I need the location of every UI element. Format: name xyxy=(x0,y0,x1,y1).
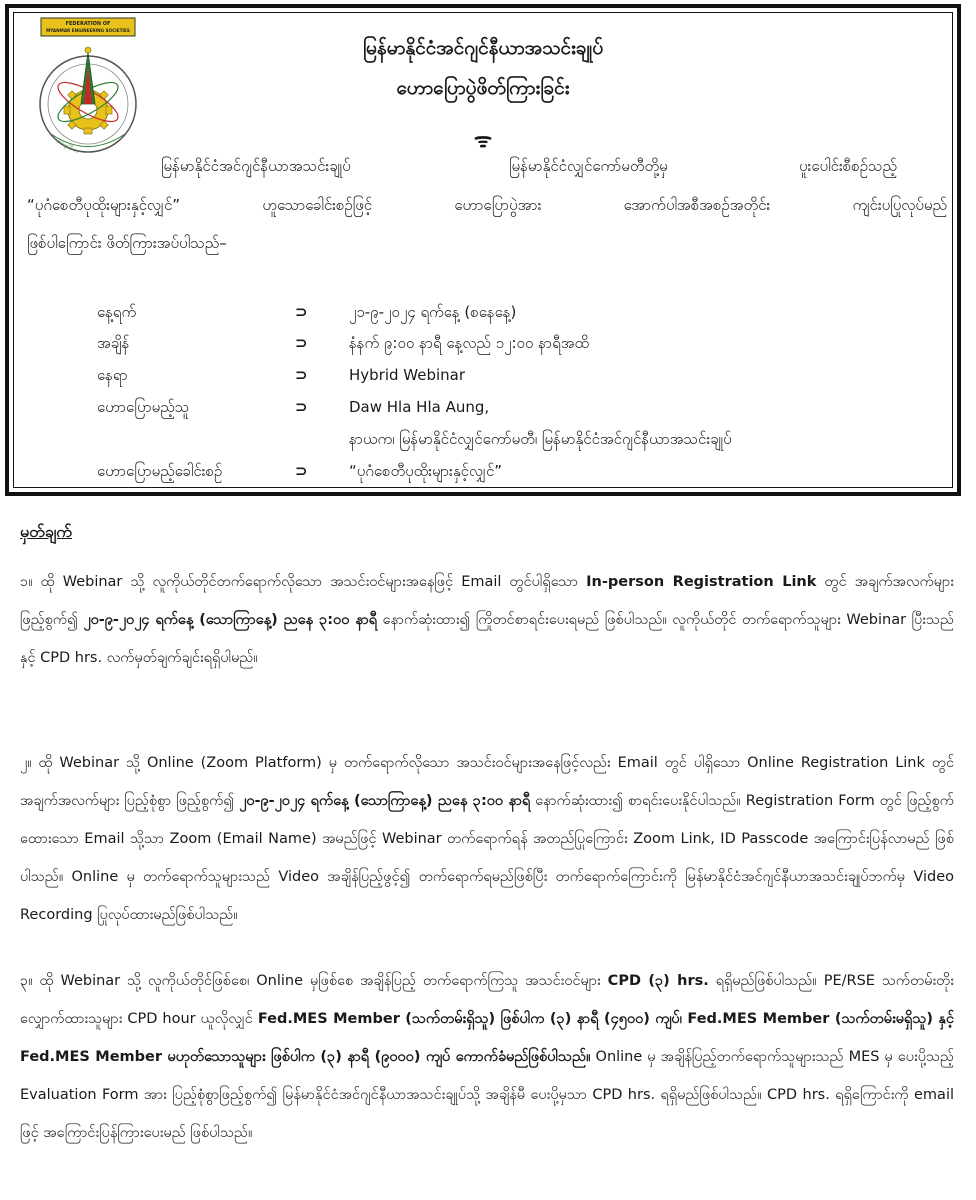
note-paragraph-1 xyxy=(20,563,954,677)
detail-colon-icon: ⊃ xyxy=(295,303,308,321)
detail-value-topic: “ပုဂံစေတီပုထိုးများနှင့်လျှင်” xyxy=(349,462,503,480)
svg-text:FEDERATION OF: FEDERATION OF xyxy=(65,21,111,27)
detail-value-speaker: Daw Hla Hla Aung, xyxy=(349,398,490,416)
svg-text:MYANMAR ENGINEERING SOCIETIES: MYANMAR ENGINEERING SOCIETIES xyxy=(46,28,130,33)
detail-colon-icon: ⊃ xyxy=(295,334,308,352)
svg-text:အင်ဂျင်နီယာ: အင်ဂျင်နီယာ xyxy=(56,138,80,155)
paragraph-text: ၁။ ထို Webinar သို့ လူကိုယ်တိုင်တက်ရောက်လိုသော အသင်းဝင်များအနေဖြင့် Email တွင်ပါရှိသော xyxy=(20,574,587,590)
emphasis-text: ၂၀-၉-၂၀၂၄ ရက်နေ့ (သောကြာနေ့) ညနေ ၃:၀၀ နာရီ xyxy=(239,793,531,809)
ornament-glyph: ᯤ xyxy=(473,128,493,152)
emphasis-text: Fed.MES Member (သက်တမ်းရှိသူ) ဖြစ်ပါက (၃) နာရီ (၄၅၀၀) ကျပ်၊ Fed.MES Member (သက်တမ်းမရှိသူ) နှင့် Fed.MES Member မဟုတ်သောသူများ ဖြစ်ပါက (၃) နာရီ (၉၀၀၀) ကျပ် ကောက်ခံမည်ဖြစ်ပါသည်။ xyxy=(20,1011,955,1065)
note-paragraph-2 xyxy=(20,744,954,934)
intro-line-2: “ပုဂံစေတီပုထိုးများနှင့်လျှင်” ဟူသောခေါင်းစဉ်ဖြင့် ဟောပြောပွဲအား အောက်ပါအစီအစဉ်အတိုင်း ကျင်းပပြုလုပ်မည် xyxy=(27,196,947,214)
notes-heading: မှတ်ချက် xyxy=(20,522,72,541)
detail-value-date: ၂၁-၉-၂၀၂၄ ရက်နေ့ (စနေနေ့) xyxy=(349,303,517,321)
detail-label-time: အချိန် xyxy=(97,334,130,352)
paragraph-text: နောက်ဆုံးထား၍ စာရင်းပေးနိုင်ပါသည်။ Registration Form တွင် ဖြည့်စွက်ထေားသော Email သို့သာ Zoom (Email Name) အမည်ဖြင့် Webinar တက်ရောက်ရန် အတည်ပြုကြောင်း Zoom Link, ID Passcode အကြောင်းပြန်လာမည် ဖြစ်ပါသည်။ Online မှ တက်ရောက်သူများသည် Video အချိန်ပြည့်ဖွင့်၍ တက်ရောက်ရမည်ဖြစ်ပြီး တက်ရောက်ကြောင်းကို မြန်မာနိုင်ငံအင်ဂျင်နီယာအသင်းချုပ်ဘက်မှ Video Recording ပြုလုပ်ထားမည်ဖြစ်ပါသည်။ xyxy=(20,793,954,923)
detail-colon-icon: ⊃ xyxy=(295,366,308,384)
intro-organizer-2: မြန်မာနိုင်ငံလျှင်ကော်မတီတို့မှ xyxy=(509,157,668,175)
detail-label-topic: ဟောပြောမည့်ခေါင်းစဉ် xyxy=(97,462,223,480)
paragraph-text: နောက်ဆုံးထား၍ ကြိုတင်စာရင်းပေးရမည် ဖြစ်ပါသည်။ လူကိုယ်တိုင် တက်ရောက်သူများ Webinar ပြီးသည်နှင့် CPD hrs. လက်မှတ်ချက်ချင်းရရှိပါမည်။ xyxy=(20,612,954,666)
paragraph-text: ၃။ ထို Webinar သို့ လူကိုယ်တိုင်ဖြစ်စေ၊ Online မှဖြစ်စေ အချိန်ပြည့် တက်ရောက်ကြသူ အသင်းဝင်များ xyxy=(20,973,608,989)
detail-value-speaker-title: နာယက၊ မြန်မာနိုင်ငံလျှင်ကော်မတီ၊ မြန်မာနိုင်ငံအင်ဂျင်နီယာအသင်းချုပ် xyxy=(349,430,732,448)
paragraph-text: ရရှိမည်ဖြစ်ပါသည်။ PE/RSE သက်တမ်းတိုးလျှောက်ထားသူများ CPD hour ယူလိုလျှင် xyxy=(20,973,954,1027)
emphasis-text: CPD (၃) hrs. xyxy=(607,973,709,989)
intro-organizer-1: မြန်မာနိုင်ငံအင်ဂျင်နီယာအသင်းချုပ် xyxy=(161,157,351,175)
intro-organizer-3: ပူးပေါင်းစီစဉ်သည့် xyxy=(799,157,897,175)
note-paragraph-3 xyxy=(20,962,954,1152)
paragraph-text: Online မှ အချိန်ပြည့်တက်ရောက်သူများသည် MES မှ ပေးပို့သည့် Evaluation Form အား ပြည့်စုံစွာဖြည့်စွက်၍ မြန်မာနိုင်ငံအင်ဂျင်နီယာအသင်းချုပ်သို့ အချိန်မီ ပေးပို့မှသာ CPD hrs. ရရှိမည်ဖြစ်ပါသည်။ CPD hrs. ရရှိကြောင်းကို email ဖြင့် အကြောင်းပြန်ကြားပေးမည် ဖြစ်ပါသည်။ xyxy=(20,1049,954,1141)
paragraph-text: တွင် အချက်အလက်များ ဖြည့်စွက်၍ xyxy=(20,574,954,628)
document-title: မြန်မာနိုင်ငံအင်ဂျင်နီယာအသင်းချုပ် xyxy=(362,37,604,59)
detail-label-date: နေ့ရက် xyxy=(97,303,137,321)
emphasis-text: In-person Registration Link xyxy=(586,574,817,590)
detail-value-venue: Hybrid Webinar xyxy=(349,366,466,384)
document-subtitle: ဟောပြောပွဲဖိတ်ကြားခြင်း xyxy=(396,77,570,99)
detail-colon-icon: ⊃ xyxy=(295,398,308,416)
detail-label-venue: နေရာ xyxy=(97,366,128,384)
detail-colon-icon: ⊃ xyxy=(295,462,308,480)
paragraph-text: ၂။ ထို Webinar သို့ Online (Zoom Platform) မှ တက်ရောက်လိုသော အသင်းဝင်များအနေဖြင့်လည်း Email တွင် ပါရှိသော Online Registration Link တွင် အချက်အလက်များ ပြည့်စုံစွာ ဖြည့်စွက်၍ xyxy=(20,755,954,809)
invitation-frame xyxy=(5,4,961,496)
intro-line-3: ဖြစ်ပါကြောင်း ဖိတ်ကြားအပ်ပါသည်– xyxy=(27,234,227,252)
detail-value-time: နံနက် ၉:၀၀ နာရီ နေ့လည် ၁၂:၀၀ နာရီအထိ xyxy=(349,334,589,352)
detail-label-speaker: ဟောပြောမည့်သူ xyxy=(97,398,190,416)
emphasis-text: ၂၀-၉-၂၀၂၄ ရက်နေ့ (သောကြာနေ့) ညနေ ၃:၀၀ နာရီ xyxy=(83,612,378,628)
